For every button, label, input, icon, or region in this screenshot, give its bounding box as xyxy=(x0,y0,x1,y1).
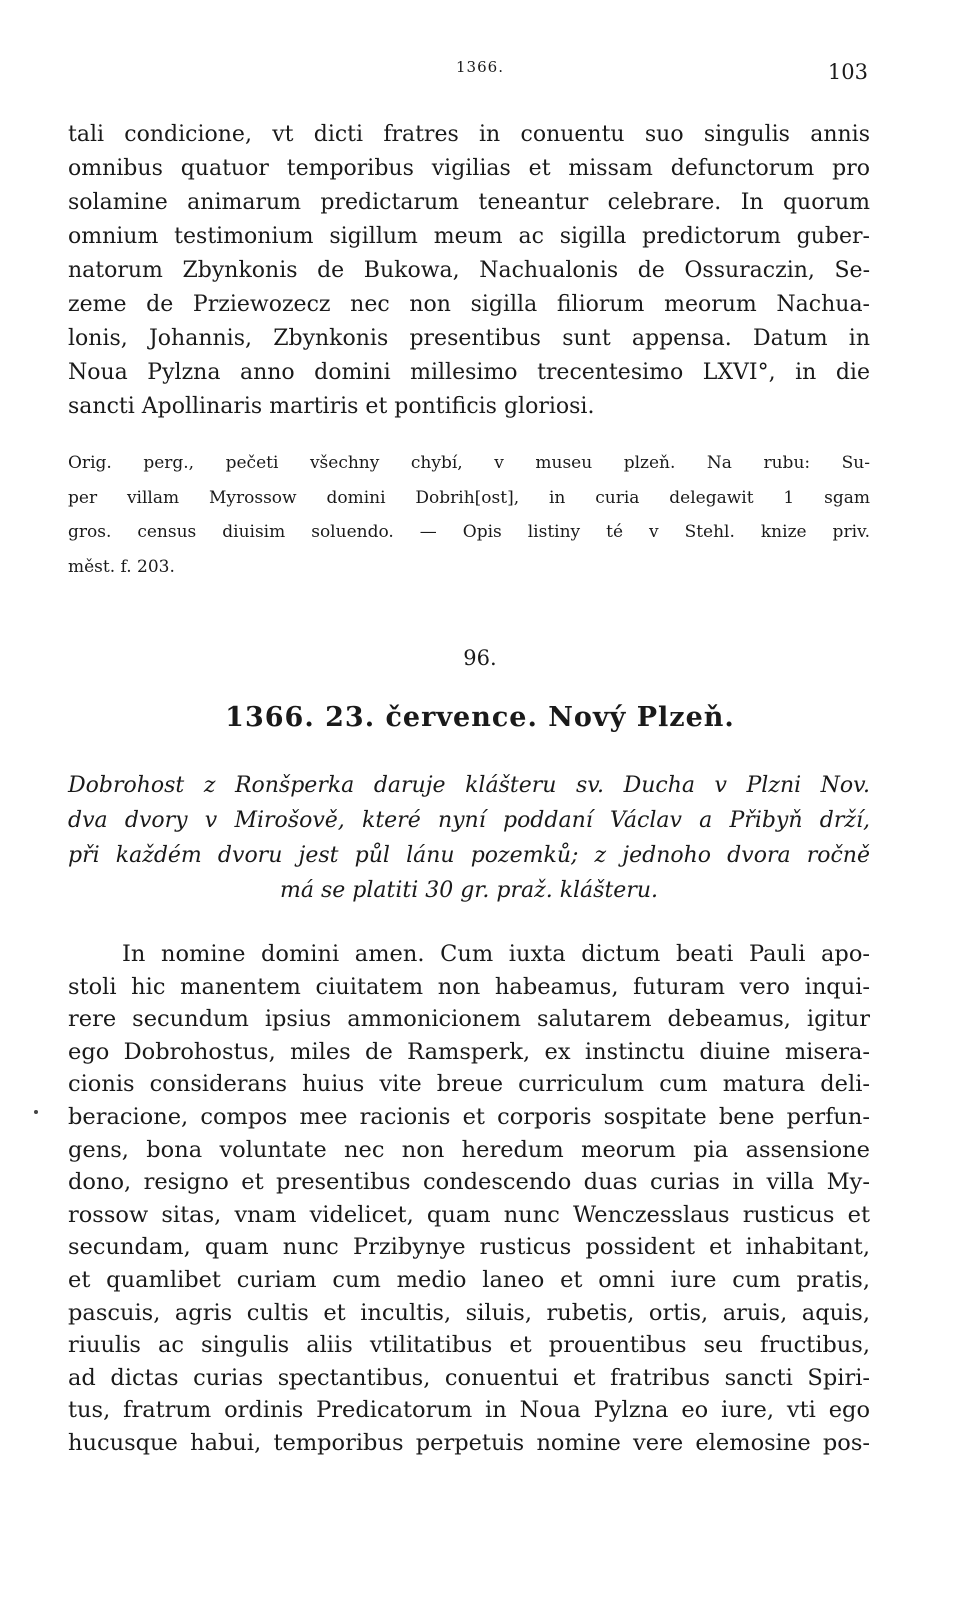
text-line: rossow sitas, vnam videlicet, quam nunc Wenczesslaus rusticus et xyxy=(68,1201,870,1228)
continued-paragraph xyxy=(68,118,870,424)
text-line: ego Dobrohostus, miles de Ramsperk, ex instinctu diuine misera- xyxy=(68,1038,870,1065)
note-line: gros. census diuisim soluendo. — Opis listiny té v Stehl. knize priv. xyxy=(68,522,870,542)
text-line: Noua Pylzna anno domini millesimo trecentesimo LXVI°, in die xyxy=(68,360,870,385)
running-header-year: 1366. xyxy=(456,58,504,76)
text-line: beracione, compos mee racionis et corporis sospitate bene perfun- xyxy=(68,1103,870,1130)
text-line: hucusque habui, temporibus perpetuis nomine vere elemosine pos- xyxy=(68,1429,870,1456)
text-line: pascuis, agris cultis et incultis, siluis, rubetis, ortis, aruis, aquis, xyxy=(68,1299,870,1326)
editorial-note xyxy=(68,446,870,584)
text-line: cionis considerans huius vite breue curriculum cum matura deli- xyxy=(68,1071,870,1098)
text-line: et quamlibet curiam cum medio laneo et omni iure cum pratis, xyxy=(68,1266,870,1293)
text-line: zeme de Prziewozecz nec non sigilla filiorum meorum Nachua- xyxy=(68,292,870,317)
text-line: omnibus quatuor temporibus vigilias et missam defunctorum pro xyxy=(68,156,870,181)
document-number: 96. xyxy=(463,646,497,670)
text-line: tus, fratrum ordinis Predicatorum in Noua Pylzna eo iure, vti ego xyxy=(68,1397,870,1424)
regest-line: při každém dvoru jest půl lánu pozemků; z jednoho dvora ročně xyxy=(68,843,870,868)
text-line: dono, resigno et presentibus condescendo duas curias in villa My- xyxy=(68,1169,870,1196)
note-line: Orig. perg., pečeti všechny chybí, v museu plzeň. Na rubu: Su- xyxy=(68,453,870,473)
regest-line: dva dvory v Mirošově, které nyní poddaní Václav a Přibyň drží, xyxy=(68,808,870,833)
note-line: měst. f. 203. xyxy=(68,556,175,577)
text-line: rere secundum ipsius ammonicionem salutarem debeamus, igitur xyxy=(68,1006,870,1033)
page-number: 103 xyxy=(827,60,868,84)
text-line: ad dictas curias spectantibus, conuentui et fratribus sancti Spiri- xyxy=(68,1364,870,1391)
text-line: In nomine domini amen. Cum iuxta dictum beati Pauli apo- xyxy=(122,941,870,967)
text-line: stoli hic manentem ciuitatem non habeamus, futuram vero inqui- xyxy=(68,973,870,1000)
text-line: natorum Zbynkonis de Bukowa, Nachualonis de Ossuraczin, Se- xyxy=(68,258,870,283)
text-line: tali condicione, vt dicti fratres in conuentu suo singulis annis xyxy=(68,122,870,147)
text-line: gens, bona voluntate nec non heredum meorum pia assensione xyxy=(68,1136,870,1163)
text-line: sancti Apollinaris martiris et pontificis gloriosi. xyxy=(68,394,595,419)
text-line: lonis, Johannis, Zbynkonis presentibus sunt appensa. Datum in xyxy=(68,326,870,351)
text-line: secundam, quam nunc Przibynye rusticus possident et inhabitant, xyxy=(68,1234,870,1261)
text-line: omnium testimonium sigillum meum ac sigilla predictorum guber- xyxy=(68,224,870,249)
text-line: solamine animarum predictarum teneantur celebrare. In quorum xyxy=(68,190,870,215)
margin-speck xyxy=(34,1110,38,1114)
text-line: riuulis ac singulis aliis vtilitatibus et prouentibus seu fructibus, xyxy=(68,1332,870,1359)
charter-text xyxy=(68,938,870,1460)
note-line: per villam Myrossow domini Dobrih[ost], in curia delegawit 1 sgam xyxy=(68,487,870,508)
document-title: 1366. 23. července. Nový Plzeň. xyxy=(225,702,735,733)
regest-line: Dobrohost z Ronšperka daruje klášteru sv. Ducha v Plzni Nov. xyxy=(68,773,870,798)
regest-summary xyxy=(68,768,870,908)
regest-line: má se platiti 30 gr. praž. klášteru. xyxy=(279,878,659,903)
